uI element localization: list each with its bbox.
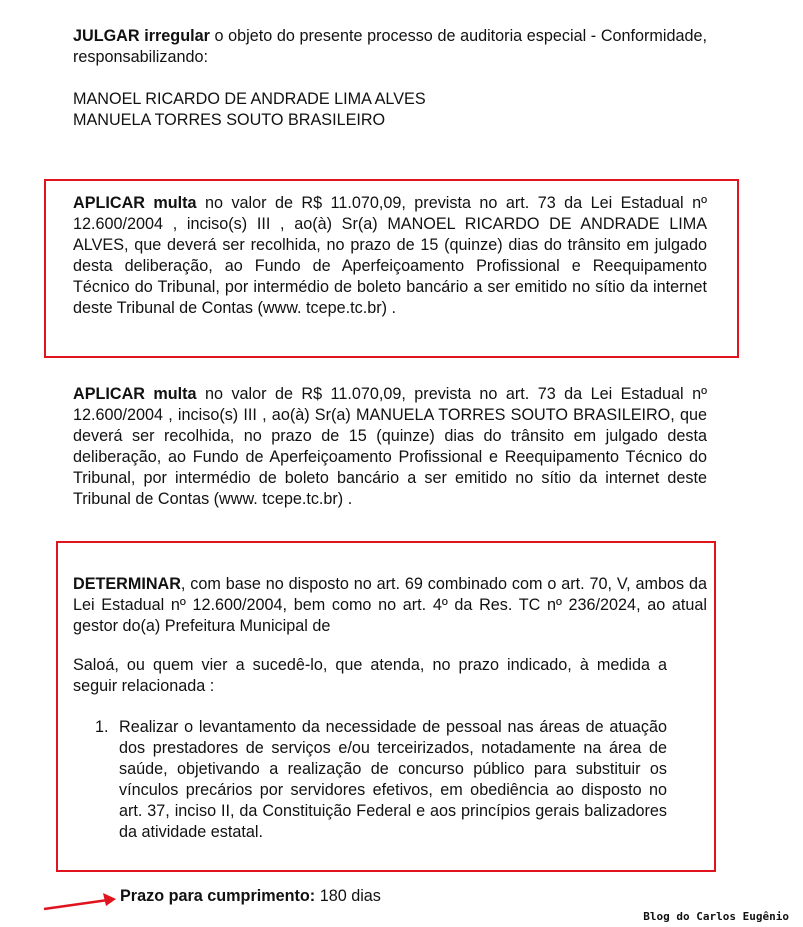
prazo-line bbox=[120, 886, 381, 907]
responsavel-name: MANUELA TORRES SOUTO BRASILEIRO bbox=[73, 111, 386, 129]
julgar-paragraph bbox=[73, 26, 707, 68]
list-item-text: Realizar o levantamento da necessidade de pessoal nas áreas de atuação dos prestadores de serviços e/ou terceirizados, notadamente na área de saúde, objetivando a realização de concurso público para substituir os vínculos precários por servidores efetivos, em obediência ao disposto no art. 37, inciso II, da Constituição Federal e aos princípios gerais balizadores da atividade estatal. bbox=[119, 718, 667, 841]
determinar-text-1: , com base no disposto no art. 69 combinado com o art. 70, V, ambos da Lei Estadual nº 12.600/2004, bem como no art. 4º da Res. TC nº 236/2024, ao atual gestor do(a) Prefeitura Municipal de bbox=[73, 575, 707, 635]
determinar-paragraph-2 bbox=[73, 655, 667, 697]
prazo-label: Prazo para cumprimento: bbox=[120, 887, 316, 905]
medida-list-item bbox=[95, 717, 667, 843]
list-item-number: 1. bbox=[95, 718, 109, 736]
red-arrow-icon bbox=[40, 890, 120, 914]
multa-2-paragraph bbox=[73, 384, 707, 510]
multa-2-text: no valor de R$ 11.070,09, prevista no art. 73 da Lei Estadual nº 12.600/2004 , inciso(s) III , ao(à) Sr(a) MANUELA TORRES SOUTO BRASILEIRO, que deverá ser recolhida, no prazo de 15 (quinze) dias do trânsito em julgado desta deliberação, ao Fundo de Aperfeiçoamento Profissional e Reequipamento Técnico do Tribunal, por intermédio de boleto bancário a ser emitido no sítio da internet deste Tribunal de Contas (www. tcepe.tc.br) . bbox=[73, 385, 707, 508]
julgar-qualifier: irregular bbox=[144, 27, 210, 45]
multa-1-verb: APLICAR multa bbox=[73, 194, 197, 212]
determinar-text-2: Saloá, ou quem vier a sucedê-lo, que atenda, no prazo indicado, à medida a seguir relacionada : bbox=[73, 656, 667, 695]
multa-1-paragraph bbox=[73, 193, 707, 319]
multa-2-verb: APLICAR multa bbox=[73, 385, 197, 403]
julgar-verb: JULGAR bbox=[73, 27, 140, 45]
multa-1-text: no valor de R$ 11.070,09, prevista no art. 73 da Lei Estadual nº 12.600/2004 , inciso(s) III , ao(à) Sr(a) MANOEL RICARDO DE ANDRADE LIMA ALVES, que deverá ser recolhida, no prazo de 15 (quinze) dias do trânsito em julgado desta deliberação, ao Fundo de Aperfeiçoamento Profissional e Reequipamento Técnico do Tribunal, por intermédio de boleto bancário a ser emitido no sítio da internet deste Tribunal de Contas (www. tcepe.tc.br) . bbox=[73, 194, 707, 317]
julgar-text: o objeto do presente processo de auditoria especial - Conformidade, responsabilizando: bbox=[73, 27, 708, 66]
responsavel-name: MANOEL RICARDO DE ANDRADE LIMA ALVES bbox=[73, 90, 426, 108]
blog-credit: Blog do Carlos Eugênio bbox=[643, 910, 789, 923]
prazo-value: 180 dias bbox=[315, 887, 381, 905]
responsaveis-list bbox=[73, 89, 707, 131]
determinar-paragraph-1 bbox=[73, 574, 707, 637]
determinar-verb: DETERMINAR bbox=[73, 575, 181, 593]
